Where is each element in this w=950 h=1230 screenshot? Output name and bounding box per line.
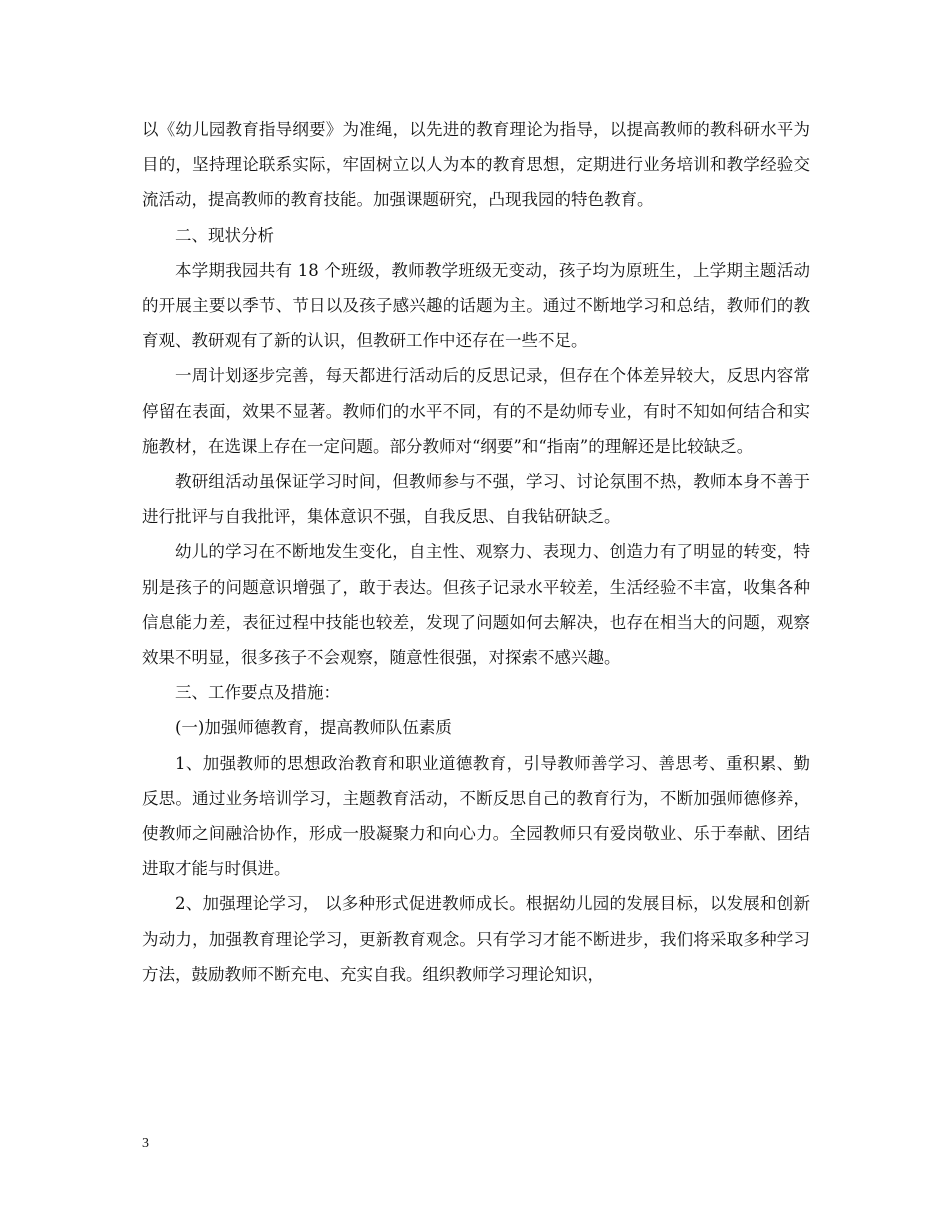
section-heading-work-points: 三、工作要点及措施：	[175, 683, 340, 703]
paragraph-research-group: 教研组活动虽保证学习时间，但教师参与不强，学习、讨论氛围不热，教师本身不善于进行批评与自我批评，集体意识不强，自我反思、自我钻研缺乏。	[142, 472, 810, 527]
section-heading-status-analysis: 二、现状分析	[175, 225, 274, 245]
paragraph-weekly-plan: 一周计划逐步完善，每天都进行活动后的反思记录，但存在个体差异较大，反思内容常停留在表面，效果不显著。教师们的水平不同，有的不是幼师专业，有时不知如何结合和实施教材，在选课上存在一定问题。部分教师对“纲要”和“指南”的理解还是比较缺乏。	[142, 366, 810, 456]
body-text	[142, 112, 810, 992]
subsection-heading-ethics: (一)加强师德教育，提高教师队伍素质	[175, 718, 452, 738]
paragraph-intro: 以《幼儿园教育指导纲要》为准绳，以先进的教育理论为指导，以提高教师的教科研水平为目的，坚持理论联系实际，牢固树立以人为本的教育思想，定期进行业务培训和教学经验交流活动，提高教师的教育技能。加强课题研究，凸现我园的特色教育。	[142, 120, 810, 210]
paragraph-item-1: 1、加强教师的思想政治教育和职业道德教育，引导教师善学习、善思考、重积累、勤反思。通过业务培训学习，主题教育活动，不断反思自己的教育行为，不断加强师德修养，使教师之间融洽协作，形成一股凝聚力和向心力。全园教师只有爱岗敬业、乐于奉献、团结进取才能与时俱进。	[142, 753, 810, 879]
paragraph-status-overview: 本学期我园共有 18 个班级，教师教学班级无变动，孩子均为原班生，上学期主题活动的开展主要以季节、节日以及孩子感兴趣的话题为主。通过不断地学习和总结，教师们的教育观、教研观有了新的认识，但教研工作中还存在一些不足。	[142, 260, 810, 351]
paragraph-item-2: 2、加强理论学习， 以多种形式促进教师成长。根据幼儿园的发展目标，以发展和创新为动力，加强教育理论学习，更新教育观念。只有学习才能不断进步，我们将采取多种学习方法，鼓励教师不断充电、充实自我。组织教师学习理论知识，	[142, 894, 810, 984]
page-number: 3	[142, 1136, 149, 1151]
paragraph-child-learning: 幼儿的学习在不断地发生变化，自主性、观察力、表现力、创造力有了明显的转变，特别是孩子的问题意识增强了，敢于表达。但孩子记录水平较差，生活经验不丰富，收集各种信息能力差，表征过程中技能也较差，发现了问题如何去解决，也存在相当大的问题，观察效果不明显，很多孩子不会观察，随意性很强，对探索不感兴趣。	[142, 542, 810, 668]
